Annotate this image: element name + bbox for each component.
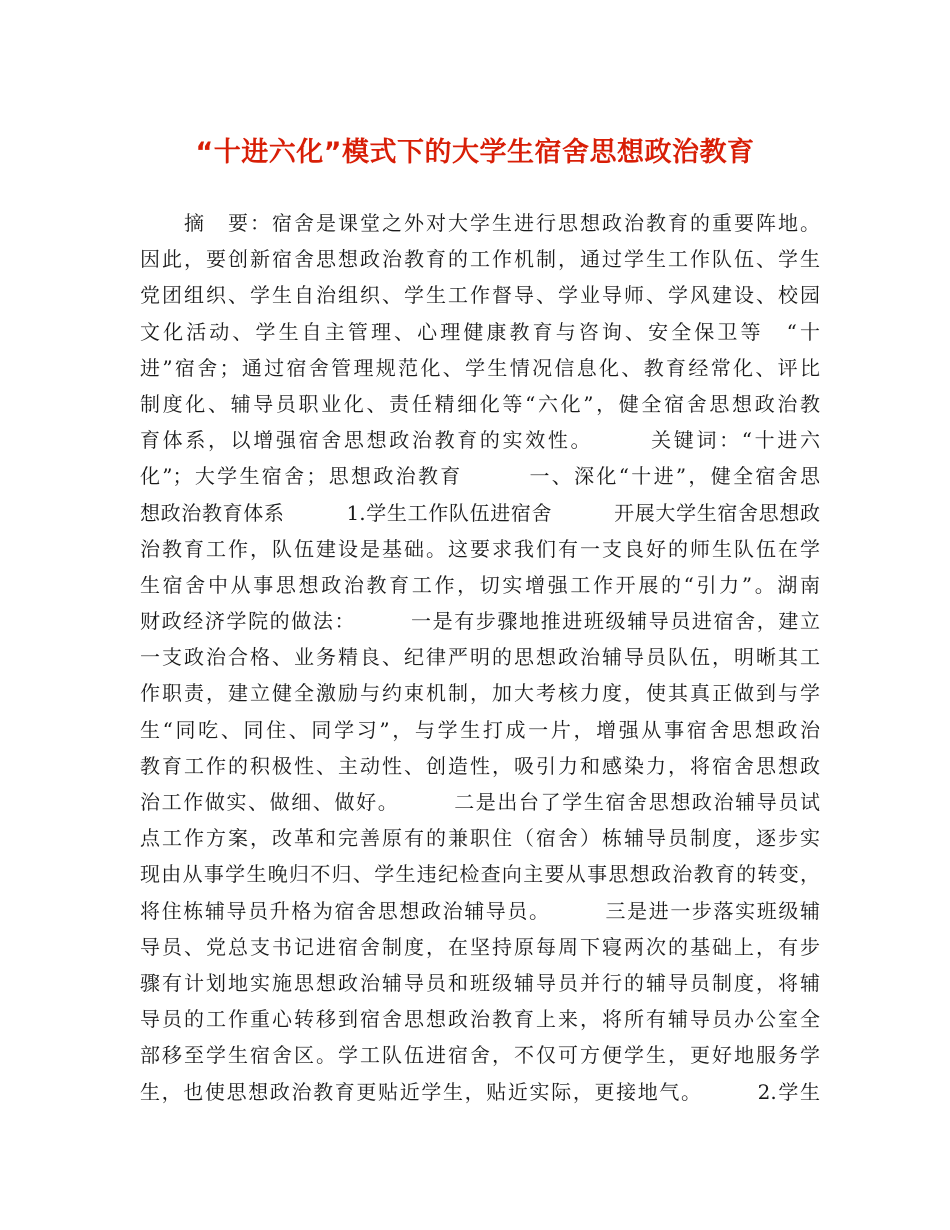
body-line: 因此，要创新宿舍思想政治教育的工作机制，通过学生工作队伍、学生	[140, 247, 820, 272]
body-line: 党团组织、学生自治组织、学生工作督导、学业导师、学风建设、校园	[140, 283, 820, 308]
document-body	[140, 205, 820, 1110]
body-line: 作职责，建立健全激励与约束机制，加大考核力度，使其真正做到与学	[140, 681, 820, 706]
body-line: 想政治教育体系 1.学生工作队伍进宿舍 开展大学生宿舍思想政	[140, 500, 820, 525]
body-line: 生，也使思想政治教育更贴近学生，贴近实际，更接地气。 2.学生	[140, 1079, 820, 1104]
body-line: 点工作方案，改革和完善原有的兼职住（宿舍）栋辅导员制度，逐步实	[140, 826, 820, 851]
body-line: 治教育工作，队伍建设是基础。这要求我们有一支良好的师生队伍在学	[140, 536, 820, 561]
body-line: 摘 要：宿舍是课堂之外对大学生进行思想政治教育的重要阵地。	[140, 211, 820, 235]
body-line: 制度化、辅导员职业化、责任精细化等“六化”，健全宿舍思想政治教	[140, 391, 820, 416]
body-line: 育体系，以增强宿舍思想政治教育的实效性。 关键词：“十进六	[140, 428, 820, 453]
body-line: 生“同吃、同住、同学习”，与学生打成一片，增强从事宿舍思想政治	[140, 717, 820, 742]
body-line: 一支政治合格、业务精良、纪律严明的思想政治辅导员队伍，明晰其工	[140, 645, 820, 670]
body-line: 进”宿舍；通过宿舍管理规范化、学生情况信息化、教育经常化、评比	[140, 355, 820, 380]
body-line: 现由从事学生晚归不归、学生违纪检查向主要从事思想政治教育的转变，	[140, 862, 820, 887]
body-line: 治工作做实、做细、做好。 二是出台了学生宿舍思想政治辅导员试	[140, 790, 820, 814]
body-line: 文化活动、学生自主管理、心理健康教育与咨询、安全保卫等 “十	[140, 319, 820, 344]
body-line: 骤有计划地实施思想政治辅导员和班级辅导员并行的辅导员制度，将辅	[140, 970, 820, 995]
body-line: 导员、党总支书记进宿舍制度，在坚持原每周下寝两次的基础上，有步	[140, 934, 820, 959]
body-line: 将住栋辅导员升格为宿舍思想政治辅导员。 三是进一步落实班级辅	[140, 898, 820, 923]
body-line: 部移至学生宿舍区。学工队伍进宿舍，不仅可方便学生，更好地服务学	[140, 1043, 820, 1068]
body-line: 生宿舍中从事思想政治教育工作，切实增强工作开展的“引力”。湖南	[140, 572, 820, 597]
body-line: 化”；大学生宿舍；思想政治教育 一、深化“十进”，健全宿舍思	[140, 464, 820, 489]
document-title: “十进六化”模式下的大学生宿舍思想政治教育	[195, 137, 755, 168]
body-line: 教育工作的积极性、主动性、创造性，吸引力和感染力，将宿舍思想政	[140, 753, 820, 778]
body-line: 导员的工作重心转移到宿舍思想政治教育上来，将所有辅导员办公室全	[140, 1007, 820, 1032]
body-line: 财政经济学院的做法： 一是有步骤地推进班级辅导员进宿舍，建立	[140, 609, 820, 634]
